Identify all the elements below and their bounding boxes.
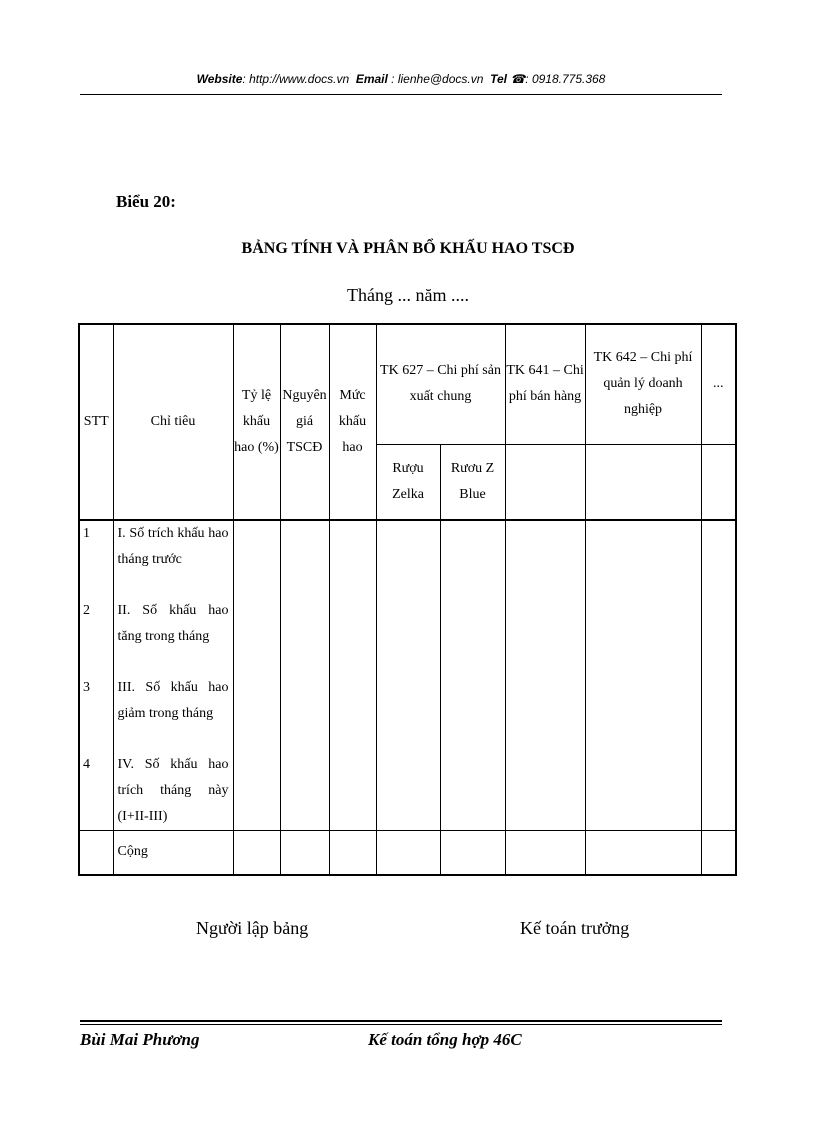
total-cell <box>701 830 736 875</box>
data-cell <box>585 520 701 830</box>
data-cell <box>440 520 505 830</box>
footer-divider <box>80 1020 722 1022</box>
header-ruou-zelka: Rượu Zelka <box>376 444 440 520</box>
data-cell <box>329 520 376 830</box>
header-muc-khau-hao: Mức khấu hao <box>329 324 376 520</box>
total-label: Cộng <box>113 830 233 875</box>
total-cell <box>329 830 376 875</box>
header-empty-cell <box>585 444 701 520</box>
header-chi-tieu: Chỉ tiêu <box>113 324 233 520</box>
header-tk641: TK 641 – Chi phí bán hàng <box>505 324 585 444</box>
data-cell <box>233 520 280 830</box>
document-subtitle: Tháng ... năm .... <box>347 285 469 305</box>
footer-course: Kế toán tổng hợp 46C <box>368 1030 522 1049</box>
header-tk642: TK 642 – Chi phí quản lý doanh nghiệp <box>585 324 701 444</box>
header-ruou-zblue: Rươu Z Blue <box>440 444 505 520</box>
data-cell <box>280 520 329 830</box>
footer-author: Bùi Mai Phương <box>80 1030 200 1049</box>
header-empty-cell <box>505 444 585 520</box>
phone-icon: ☎ <box>510 72 526 86</box>
row-stt: 1 <box>83 526 90 541</box>
website-label: Website <box>196 72 243 86</box>
header-ty-le: Tỷ lệ khấu hao (%) <box>233 324 280 520</box>
row-stt: 3 <box>83 680 90 695</box>
website-value: : http://www.docs.vn <box>242 72 350 86</box>
data-cell <box>701 520 736 830</box>
header-divider <box>80 94 722 95</box>
email-label: Email <box>355 72 388 86</box>
tel-value: : 0918.775.368 <box>525 72 606 86</box>
total-cell <box>440 830 505 875</box>
depreciation-table <box>78 323 737 876</box>
row-stt: 2 <box>83 603 90 618</box>
tel-label: Tel <box>490 72 507 86</box>
chi-tieu-column <box>113 520 233 830</box>
row-chi-tieu: III. Số khấu hao giảm trong tháng <box>117 680 229 721</box>
total-cell <box>585 830 701 875</box>
email-value: : lienhe@docs.vn <box>391 72 484 86</box>
total-cell <box>376 830 440 875</box>
row-chi-tieu: II. Số khấu hao tăng trong tháng <box>117 603 229 644</box>
total-cell <box>280 830 329 875</box>
header-more: ... <box>701 324 736 444</box>
header-empty-cell <box>701 444 736 520</box>
signature-chief-accountant: Kế toán trưởng <box>520 918 630 938</box>
row-stt: 4 <box>83 757 90 772</box>
header-stt: STT <box>79 324 113 520</box>
data-cell <box>376 520 440 830</box>
data-cell <box>505 520 585 830</box>
row-chi-tieu: I. Số trích khấu hao tháng trước <box>117 526 229 567</box>
header-nguyen-gia: Nguyên giá TSCĐ <box>280 324 329 520</box>
total-cell <box>505 830 585 875</box>
signature-preparer: Người lập bảng <box>196 918 309 938</box>
row-chi-tieu: IV. Số khấu hao trích tháng này (I+II-III) <box>117 757 229 824</box>
total-stt-cell <box>79 830 113 875</box>
document-title: BẢNG TÍNH VÀ PHÂN BỔ KHẤU HAO TSCĐ <box>241 240 575 257</box>
stt-column <box>79 520 113 830</box>
header-tk627: TK 627 – Chi phí sản xuất chung <box>376 324 505 444</box>
total-cell <box>233 830 280 875</box>
footer-divider <box>80 1024 722 1025</box>
form-label: Biểu 20: <box>116 192 176 211</box>
page-header <box>80 72 722 86</box>
